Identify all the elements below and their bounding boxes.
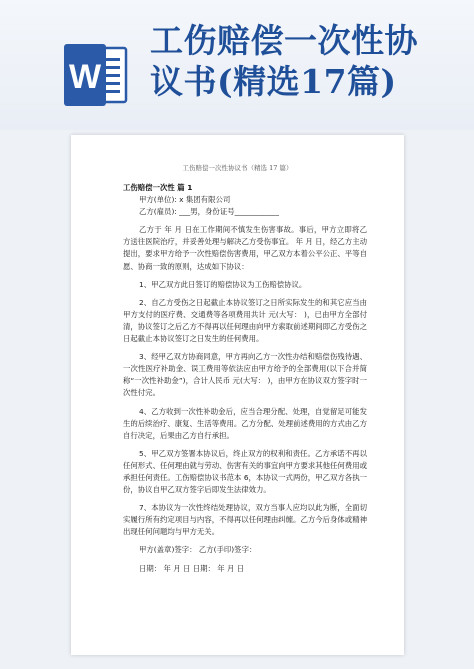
clause-4: 4、乙方收到一次性补助金后，应当合理分配、处理，自觉留足可能发生的后续治疗、康复、生活等费用。乙方分配、处理前述费用的方式由乙方自行决定，后果由乙方自行承担。 bbox=[123, 406, 367, 440]
word-icon-letter: W bbox=[68, 58, 102, 96]
clause-7: 7、本协议为一次性终结处理协议，双方当事人应均以此为断，全面切实履行所有约定项目与内容，不得再以任何理由纠缠。乙方今后身体或精神出现任何问题均与甲方无关。 bbox=[123, 503, 367, 537]
page-title-line-2: 议书(精选17篇) bbox=[150, 62, 397, 101]
party-a-line: 甲方(单位): x 集团有限公司 bbox=[139, 195, 231, 205]
clause-1: 1、甲乙双方此日签订的赔偿协议为工伤赔偿协议。 bbox=[139, 279, 307, 289]
page-title bbox=[150, 20, 460, 102]
date-line: 日期： 年 月 日 日期： 年 月 日 bbox=[139, 563, 245, 573]
clause-3: 3、经甲乙双方协商同意，甲方再向乙方一次性办结和赔偿伤残待遇、一次性医疗补助金、误工费用等依法应由甲方给予的全部费用(以下合并简称“一次性补助金”)，合计人民币 元(大写： )，由甲方在协议双方签字时一次性付完。 bbox=[123, 352, 367, 398]
word-icon bbox=[62, 44, 128, 106]
running-head: 工伤赔偿一次性协议书（精选 17 篇） bbox=[182, 164, 293, 172]
document-page bbox=[71, 135, 404, 655]
document-body bbox=[123, 182, 367, 575]
intro-paragraph: 乙方于 年 月 日在工作期间不慎发生伤害事故。事后，甲方立即将乙方送往医院治疗，并妥善处理与解决乙方受伤事宜。 年 月 日，经乙方主动提出，要求甲方给予一次性赔偿伤害费用，甲乙双方本着公平公正、平等自愿、协商一致的原则，达成如下协议： bbox=[123, 225, 367, 271]
signature-line: 甲方(盖章)签字： 乙方(手印)签字： bbox=[139, 545, 257, 555]
clause-2: 2、自乙方受伤之日起截止本协议签订之日所实际发生的和其它应当由甲方支付的医疗费、交通费等各项费用共计 元(大写： )，已由甲方全部付清，协议签订之后乙方不得再以任何理由向甲方索取前述期间即乙方受伤之日起截止本协议签订之日发生的任何费用。 bbox=[123, 297, 367, 344]
party-b-line: 乙方(雇员): ___男，身份证号____________ bbox=[139, 207, 279, 217]
section-title: 工伤赔偿一次性 篇 1 bbox=[123, 183, 193, 192]
header-banner bbox=[0, 0, 474, 130]
page-title-line-1: 工伤赔偿一次性协 bbox=[150, 21, 418, 60]
clause-5: 5、甲乙双方签署本协议后，终止双方的权利和责任。乙方承诺不再以任何形式、任何理由就与劳动、伤害有关的事宜向甲方要求其他任何费用或承担任何责任。工伤赔偿协议书范本 6，本协议一式两份，甲乙双方各执一份，协议自甲乙双方签字后即发生法律效力。 bbox=[123, 448, 367, 495]
